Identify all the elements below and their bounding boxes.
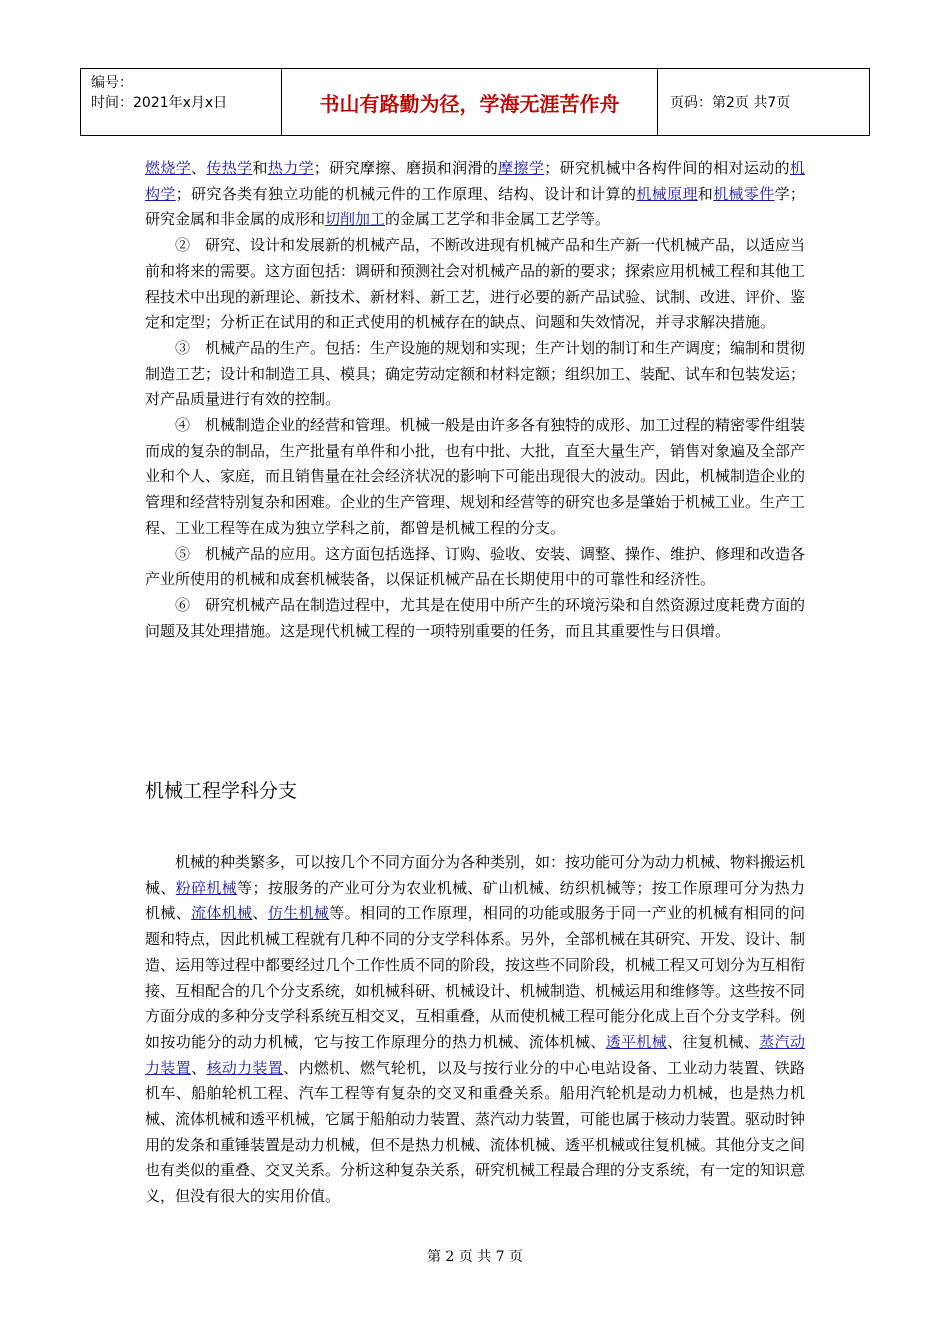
link-fluid-machinery[interactable]: 流体机械 [191, 904, 253, 923]
paragraph-5: ⑤ 机械产品的应用。这方面包括选择、订购、验收、安装、调整、操作、维护、修理和改造各产业所使用的机械和成套机械装备，以保证机械产品在长期使用中的可靠性和经济性。 [145, 544, 806, 589]
text: 等。相同的工作原理，相同的功能或服务于同一产业的机械有相同的问题和特点，因此机械工程就有几种不同的分支学科体系。另外，全部机械在其研究、开发、设计、制造、运用等过程中都要经过几个工作性质不同的阶段，按这些不同阶段，机械工程又可划分为互相衔接、互相配合的几个分支系统，如机械科研、机械设计、机械制造、机械运用和维修等。这些按不同方面分成的多种分支学科系统互相交叉，互相重叠，从而使机械工程可能分化成上百个分支学科。例如按功能分的动力机械，它与按工作原理分的热力机械、流体机械、 [145, 904, 806, 1051]
section-title: 机械工程学科分支 [145, 780, 298, 802]
text: ；研究机械中各构件间的相对运动的 [544, 159, 790, 177]
link-crushing-machinery[interactable]: 粉碎机械 [175, 878, 238, 897]
text: 、 [191, 1058, 207, 1077]
paragraph-3: ③ 机械产品的生产。包括：生产设施的规划和实现；生产计划的制订和生产调度；编制和贯彻制造工艺；设计和制造工具、模具；确定劳动定额和材料定额；组织加工、装配、试车和包装发运；对产品质量进行有效的控制。 [145, 338, 806, 409]
link-nuclear-power-plant[interactable]: 核动力装置 [206, 1058, 284, 1077]
text: 、 [252, 904, 268, 923]
body-content [145, 156, 805, 644]
time-label: 时间：2021年x月x日 [91, 95, 228, 111]
header-motto: 书山有路勤为径，学海无涯苦作舟 [282, 69, 658, 135]
paragraph-7 [145, 850, 805, 1210]
header-meta [81, 69, 282, 135]
link-bionic-machinery[interactable]: 仿生机械 [267, 904, 330, 923]
text: 的金属工艺学和非金属工艺学等。 [385, 210, 611, 229]
text: 和 [252, 159, 268, 177]
text: 机械的种类繁多，可以按几个不同方面分为各种类别，如：按功能可分为动力机械、物料搬运机械、 [145, 853, 806, 897]
text: 等；按服务的产业可分为农业机械、矿山机械、纺织机械等；按工作原理可分为热力机械、 [145, 878, 805, 923]
text: 、 [191, 159, 207, 177]
link-tribology[interactable]: 摩擦学 [498, 159, 545, 177]
text: ；研究摩擦、磨损和润滑的 [313, 159, 499, 177]
paragraph-1 [145, 156, 805, 233]
link-mechanism[interactable]: 机构学 [145, 159, 805, 203]
link-combustion[interactable]: 燃烧学 [145, 159, 192, 177]
text: ；研究各类有独立功能的机械元件的工作原理、结构、设计和计算的 [175, 184, 637, 203]
paragraph-2: ② 研究、设计和发展新的机械产品，不断改进现有机械产品和生产新一代机械产品，以适应当前和将来的需要。这方面包括：调研和预测社会对机械产品的新的要求；探索应用机械工程和其他工程技术中出现的新理论、新技术、新材料、新工艺，进行必要的新产品试验、试制、改进、评价、鉴定和定型；分析正在试用的和正式使用的机械存在的缺点、问题和失效情况，并寻求解决措施。 [145, 236, 806, 332]
paragraph-6: ⑥ 研究机械产品在制造过程中，尤其是在使用中所产生的环境污染和自然资源过度耗费方面的问题及其处理措施。这是现代机械工程的一项特别重要的任务，而且其重要性与日俱增。 [145, 595, 806, 640]
text: 和 [697, 184, 714, 203]
page-header [80, 68, 870, 136]
link-thermodynamics[interactable]: 热力学 [267, 159, 314, 177]
number-label: 编号： [91, 75, 133, 91]
link-cutting[interactable]: 切削加工 [325, 210, 386, 229]
link-machine-principle[interactable]: 机械原理 [636, 184, 698, 203]
text: 、往复机械、 [667, 1032, 760, 1051]
header-page-label: 页码：第2页 共7页 [670, 95, 791, 111]
text: 、内燃机、燃气轮机，以及与按行业分的中心电站设备、工业动力装置、铁路机车、船舶轮机工程、汽车工程等有复杂的交叉和重叠关系。船用汽轮机是动力机械，也是热力机械、流体机械和透平机械，它属于船舶动力装置、蒸汽动力装置，可能也属于核动力装置。驱动时钟用的发条和重锤装置是动力机械，但不是热力机械、流体机械、透平机械或往复机械。其他分支之间也有类似的重叠、交叉关系。分析这种复杂关系，研究机械工程最合理的分支系统，有一定的知识意义，但没有很大的实用价值。 [145, 1058, 806, 1206]
paragraph-4: ④ 机械制造企业的经营和管理。机械一般是由许多各有独特的成形、加工过程的精密零件组装而成的复杂的制品，生产批量有单件和小批，也有中批、大批，直至大量生产，销售对象遍及全部产业和个人、家庭，而且销售量在社会经济状况的影响下可能出现很大的波动。因此，机械制造企业的管理和经营特别复杂和困难。企业的生产管理、规划和经营等的研究也多是肇始于机械工业。生产工程、工业工程等在成为独立学科之前，都曾是机械工程的分支。 [145, 416, 806, 537]
page-footer: 第 2 页 共 7 页 [426, 1249, 524, 1265]
link-heat-transfer[interactable]: 传热学 [206, 159, 253, 177]
link-steam-power-plant[interactable]: 蒸汽动力装置 [145, 1032, 805, 1077]
section-content [145, 850, 805, 1210]
link-turbomachinery[interactable]: 透平机械 [605, 1032, 668, 1051]
link-machine-parts[interactable]: 机械零件 [713, 184, 775, 203]
text: 学；研究金属和非金属的成形和 [145, 184, 805, 229]
